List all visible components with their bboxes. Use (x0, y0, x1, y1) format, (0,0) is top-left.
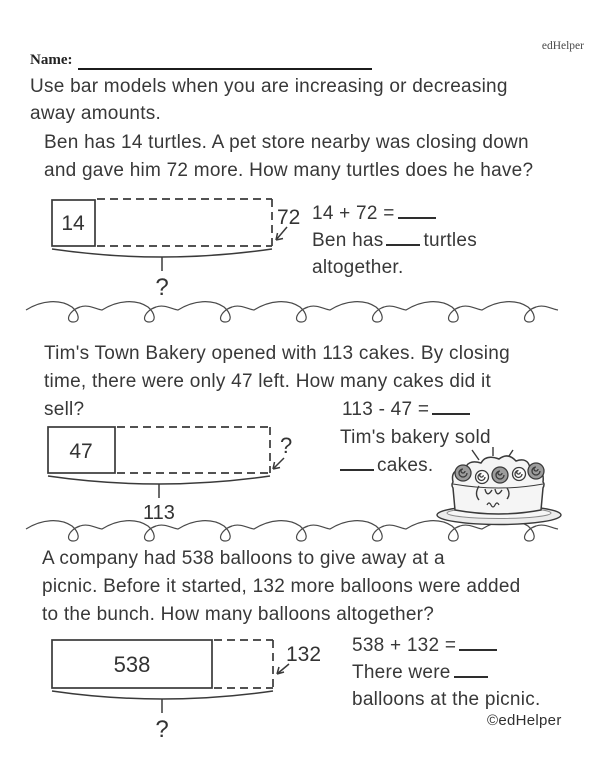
answer-row (352, 659, 540, 686)
squiggle-divider (24, 295, 564, 325)
question-line: and gave him 72 more. How many turtles does he have? (44, 160, 534, 181)
question-line: picnic. Before it started, 132 more balloons were added (42, 576, 521, 597)
question-line: Tim's Town Bakery opened with 113 cakes. By closing (44, 343, 510, 364)
bar-model-balloons (40, 630, 332, 745)
answer-text: turtles (423, 230, 477, 251)
answer-blank[interactable] (386, 230, 420, 246)
answer-block (312, 200, 477, 281)
question-line: time, there were only 47 left. How many cakes did it (44, 371, 492, 392)
equation-text: 14 + 72 = (312, 203, 395, 224)
answer-text: altogether. (312, 257, 404, 278)
question-line: Ben has 14 turtles. A pet store nearby was closing down (44, 132, 529, 153)
bar-model-turtles (40, 192, 320, 304)
intro-line: Use bar models when you are increasing or decreasing (30, 76, 508, 97)
arrow-icon (273, 458, 284, 469)
equation-row (352, 632, 540, 659)
answer-row (312, 254, 477, 281)
bar-total-brace (48, 476, 270, 484)
answer-blank[interactable] (432, 399, 470, 415)
cake-illustration (433, 444, 565, 528)
name-fill-in-line[interactable] (78, 50, 372, 70)
bar-total-brace (52, 249, 272, 257)
bar-model-cakes (40, 420, 320, 522)
answer-blank[interactable] (454, 662, 488, 678)
question-line: A company had 538 balloons to give away at a (42, 548, 445, 569)
intro-line: away amounts. (30, 103, 162, 124)
answer-blank[interactable] (398, 203, 436, 219)
bar-total-label: ? (155, 274, 169, 301)
answer-text: Tim's bakery sold (340, 427, 491, 448)
bar-total-label: ? (155, 716, 169, 743)
bar-known-value: 47 (69, 440, 93, 463)
arrow-icon (277, 664, 289, 674)
question-line: sell? (44, 399, 85, 420)
equation-row (342, 396, 473, 423)
equation-text: 538 + 132 = (352, 635, 457, 656)
copyright-text: ©edHelper (487, 712, 562, 729)
equation-row (312, 200, 477, 227)
bar-dashed-box (117, 427, 270, 473)
bar-extra-label: 132 (286, 643, 322, 666)
answer-text: Ben has (312, 230, 384, 251)
bar-total-label: 113 (143, 502, 175, 522)
brand-logo-text: edHelper (541, 40, 584, 52)
bar-extra-label: ? (280, 433, 293, 458)
answer-row (352, 686, 540, 713)
bar-dashed-box (214, 640, 273, 688)
bar-extra-label: 72 (277, 206, 301, 229)
bar-dashed-box (97, 199, 272, 246)
answer-text: There were (352, 662, 451, 683)
answer-text: cakes. (377, 455, 434, 476)
question-line: to the bunch. How many balloons altogether? (42, 604, 435, 625)
equation-text: 113 - 47 = (342, 399, 430, 420)
name-label: Name: (30, 52, 73, 68)
answer-blank[interactable] (340, 455, 374, 471)
answer-row (312, 227, 477, 254)
bar-total-brace (52, 691, 273, 699)
answer-text: balloons at the picnic. (352, 689, 541, 710)
answer-block (352, 632, 540, 713)
answer-blank[interactable] (459, 635, 497, 651)
bar-known-value: 538 (113, 652, 151, 677)
bar-known-value: 14 (61, 212, 85, 235)
